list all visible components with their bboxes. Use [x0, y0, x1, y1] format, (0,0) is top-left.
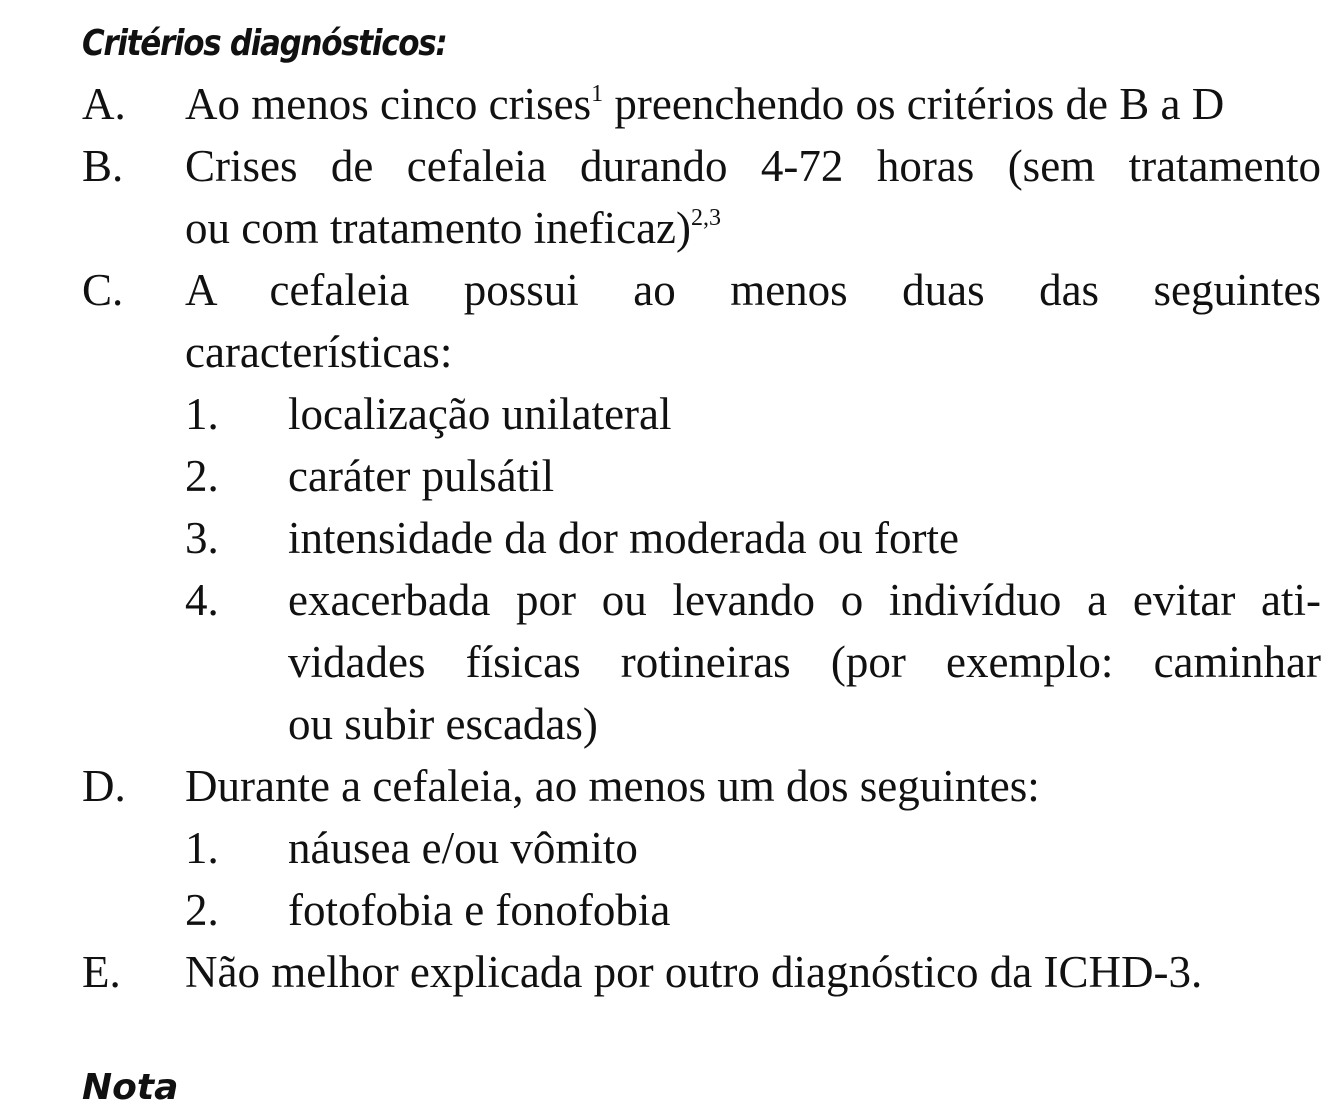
criterion-b-line1: Crises de cefaleia durando 4-72 horas (sem tratamento — [185, 141, 1321, 191]
criterion-c-item-4-line2: vidades físicas rotineiras (por exemplo: caminhar — [288, 637, 1321, 687]
criterion-b-line2-text: ou com tratamento ineficaz) — [185, 203, 692, 253]
criterion-c-item-3-text: intensidade da dor moderada ou forte — [288, 513, 960, 563]
criterion-c-item-2-text: caráter pulsátil — [288, 451, 555, 501]
criterion-d-item-2-text: fotofobia e fonofobia — [288, 885, 671, 935]
criteria-heading: Critérios diagnósticos: — [82, 23, 447, 64]
criterion-c-item-1-number: 1. — [185, 389, 219, 439]
criterion-c-item-2-number: 2. — [185, 451, 219, 501]
criterion-d-text: Durante a cefaleia, ao menos um dos seguintes: — [185, 761, 1040, 811]
notes-heading-partial: Nota — [82, 1067, 179, 1108]
criterion-d-item-2-number: 2. — [185, 885, 219, 935]
criterion-a-text — [185, 73, 1224, 135]
criterion-c-letter: C. — [82, 265, 124, 315]
criterion-e-letter: E. — [82, 947, 121, 997]
criterion-a-text-after: preenchendo os critérios de B a D — [603, 79, 1225, 129]
footnote-ref: 1 — [591, 81, 604, 107]
criterion-a-text-before: Ao menos cinco crises — [185, 79, 592, 129]
criterion-c-item-3-number: 3. — [185, 513, 219, 563]
criterion-b-letter: B. — [82, 141, 124, 191]
footnote-ref: 2,3 — [691, 205, 722, 231]
criterion-d-item-1-text: náusea e/ou vômito — [288, 823, 638, 873]
criterion-c-item-4-line1: exacerbada por ou levando o indivíduo a evitar ati- — [288, 575, 1321, 625]
criterion-c-item-1-text: localização unilateral — [288, 389, 672, 439]
criterion-e-text: Não melhor explicada por outro diagnóstico da ICHD-3. — [185, 947, 1203, 997]
criterion-b-line2 — [185, 197, 721, 259]
criterion-a-letter: A. — [82, 79, 126, 129]
criterion-c-item-4-number: 4. — [185, 575, 219, 625]
criterion-c-line1: A cefaleia possui ao menos duas das seguintes — [185, 265, 1321, 315]
criterion-c-item-4-line3: ou subir escadas) — [288, 699, 598, 749]
criterion-d-letter: D. — [82, 761, 126, 811]
criterion-c-line2: características: — [185, 327, 453, 377]
criterion-d-item-1-number: 1. — [185, 823, 219, 873]
